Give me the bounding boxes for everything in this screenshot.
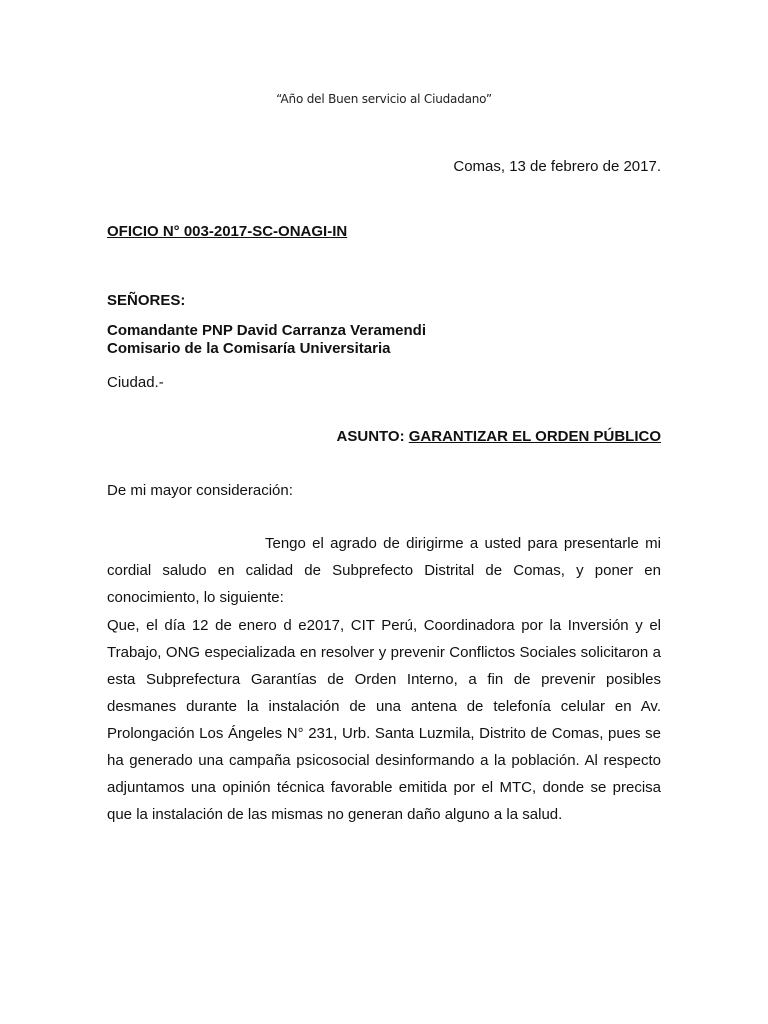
subject-line xyxy=(337,428,661,445)
body-paragraph-1: Tengo el agrado de dirigirme a usted para presentarle mi cordial saludo en calidad de Subprefecto Distrital de Comas, y poner en conocimiento, lo siguiente: xyxy=(107,535,661,606)
recipient-title: Comisario de la Comisaría Universitaria xyxy=(107,340,391,357)
oficio-number: OFICIO N° 003-2017-SC-ONAGI-IN xyxy=(107,223,348,240)
salutation-heading: SEÑORES: xyxy=(107,292,186,309)
greeting: De mi mayor consideración: xyxy=(107,482,293,499)
city-line: Ciudad.- xyxy=(107,374,164,391)
recipient-name: Comandante PNP David Carranza Veramendi xyxy=(107,322,426,339)
subject-label: ASUNTO: xyxy=(336,428,405,445)
subject-text: GARANTIZAR EL ORDEN PÚBLICO xyxy=(408,428,661,445)
header-motto: “Año del Buen servicio al Ciudadano” xyxy=(276,92,492,106)
letter-date: Comas, 13 de febrero de 2017. xyxy=(453,158,661,175)
body-paragraph-2: Que, el día 12 de enero d e2017, CIT Perú, Coordinadora por la Inversión y el Trabajo, ONG especializada en resolver y prevenir Conflictos Sociales solicitaron a esta Subprefectura Garantías de Orden Interno, a fin de prevenir posibles desmanes durante la instalación de una antena de telefonía celular en Av. Prolongación Los Ángeles N° 231, Urb. Santa Luzmila, Distrito de Comas, pues se ha generado una campaña psicosocial desinformando a la población. Al respecto adjuntamos una opinión técnica favorable emitida por el MTC, donde se precisa que la instalación de las mismas no generan daño alguno a la salud. xyxy=(107,617,661,823)
